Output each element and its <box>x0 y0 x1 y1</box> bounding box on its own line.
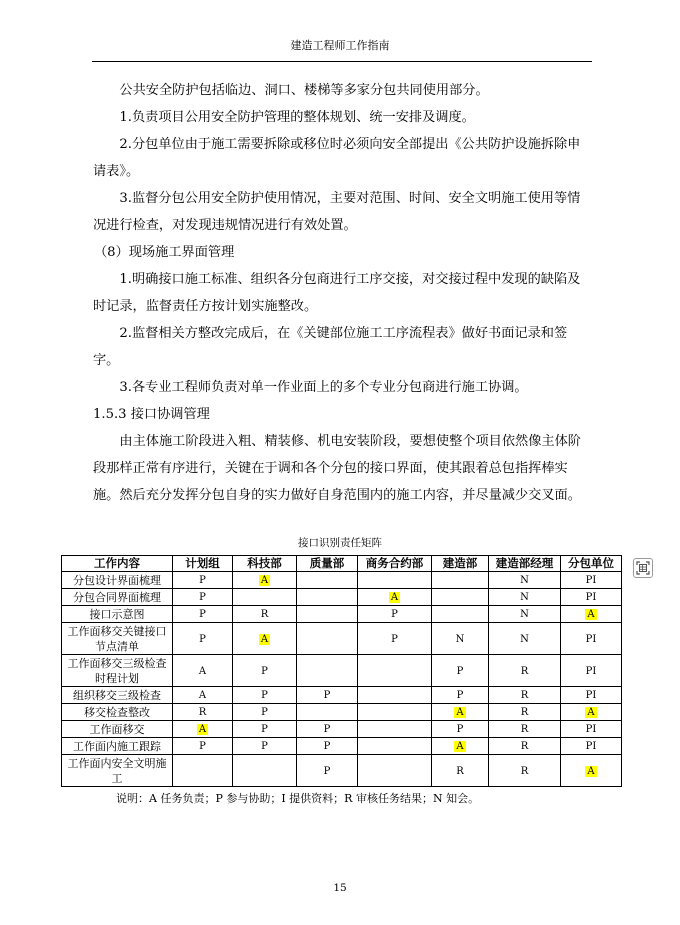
role-cell <box>561 687 622 704</box>
role-mark: A <box>587 765 595 777</box>
role-mark: A <box>456 741 464 752</box>
role-mark: P <box>199 592 206 603</box>
paragraph: 3.各专业工程师负责对单一作业面上的多个专业分包商进行施工协调。 <box>119 380 528 395</box>
role-mark: R <box>520 707 529 718</box>
role-mark: P <box>199 633 206 645</box>
role-cell <box>297 623 358 655</box>
paragraph: 3.监督分包公用安全防护使用情况，主要对范围、时间、安全文明施工使用等情况进行检查，对发现违规情况进行有效处置。 <box>93 191 581 233</box>
role-mark: PI <box>585 633 597 645</box>
role-mark: P <box>199 609 206 620</box>
table-row <box>62 623 622 655</box>
body-text <box>93 77 593 509</box>
task-cell: 工作面移交 <box>62 721 173 738</box>
role-cell <box>432 572 489 589</box>
table-caption: 接口识别责任矩阵 <box>298 537 382 549</box>
role-cell <box>432 704 489 721</box>
role-cell <box>173 704 233 721</box>
role-cell <box>297 687 358 704</box>
table-row <box>62 738 622 755</box>
table-row <box>62 589 622 606</box>
role-cell <box>561 572 622 589</box>
paragraph: （8）现场施工界面管理 <box>94 245 235 260</box>
role-mark: P <box>323 765 331 777</box>
role-cell <box>233 755 297 787</box>
role-mark: P <box>199 741 206 752</box>
role-cell <box>297 572 358 589</box>
role-cell <box>432 755 489 787</box>
task-cell: 工作面移交关键接口节点清单 <box>62 623 173 655</box>
role-mark: R <box>520 665 529 677</box>
role-cell <box>489 738 561 755</box>
paragraph: 1.明确接口施工标准、组织各分包商进行工序交接，对交接过程中发现的缺陷及时记录，监督责任方按计划实施整改。 <box>93 272 581 314</box>
table-row <box>62 704 622 721</box>
table-header-row <box>62 556 622 572</box>
role-cell <box>358 589 432 606</box>
role-cell <box>233 687 297 704</box>
table-row <box>62 606 622 623</box>
role-mark: P <box>261 724 268 735</box>
role-mark: P <box>261 665 268 677</box>
role-cell <box>173 655 233 687</box>
role-cell <box>489 755 561 787</box>
paragraph: 2.监督相关方整改完成后，在《关键部位施工工序流程表》做好书面记录和签字。 <box>93 326 568 368</box>
role-mark: P <box>261 690 268 701</box>
role-cell <box>173 572 233 589</box>
role-cell <box>358 721 432 738</box>
role-cell <box>233 589 297 606</box>
table-row <box>62 572 622 589</box>
role-cell <box>561 655 622 687</box>
role-mark: R <box>520 741 529 752</box>
role-mark: N <box>520 609 529 620</box>
task-cell: 工作面内安全文明施工 <box>62 755 173 787</box>
role-mark: N <box>455 633 465 645</box>
role-mark: R <box>456 765 464 777</box>
role-cell <box>561 589 622 606</box>
table-legend: 说明：A 任务负责；P 参与协助；I 提供资料；R 审核任务结果；N 知会。 <box>116 792 480 805</box>
paragraph: 2.分包单位由于施工需要拆除或移位时必须向安全部提出《公共防护设施拆除申请表》。 <box>93 137 581 179</box>
table-row <box>62 755 622 787</box>
role-cell <box>358 755 432 787</box>
role-cell <box>432 687 489 704</box>
column-header: 建造部 <box>432 556 489 572</box>
role-cell <box>173 738 233 755</box>
role-cell <box>489 589 561 606</box>
table-scan-icon[interactable] <box>633 558 653 578</box>
task-cell: 工作面移交三级检查时程计划 <box>62 655 173 687</box>
role-cell <box>173 687 233 704</box>
role-mark: P <box>199 575 206 586</box>
role-mark: PI <box>585 741 597 752</box>
role-cell <box>173 721 233 738</box>
table-row <box>62 687 622 704</box>
role-mark: R <box>260 609 269 620</box>
column-header: 计划组 <box>173 556 233 572</box>
task-cell: 移交检查整改 <box>62 704 173 721</box>
role-mark: PI <box>585 690 597 701</box>
task-cell: 分包合同界面梳理 <box>62 589 173 606</box>
role-mark: PI <box>585 592 597 603</box>
role-mark: A <box>390 592 399 603</box>
role-cell <box>432 589 489 606</box>
role-cell <box>358 655 432 687</box>
role-cell <box>358 704 432 721</box>
role-mark: R <box>198 707 207 718</box>
role-cell <box>297 606 358 623</box>
role-cell <box>233 606 297 623</box>
role-cell <box>173 623 233 655</box>
role-cell <box>297 704 358 721</box>
role-cell <box>233 738 297 755</box>
role-cell <box>489 687 561 704</box>
role-mark: A <box>198 665 207 677</box>
role-cell <box>358 606 432 623</box>
role-cell <box>358 623 432 655</box>
role-mark: PI <box>585 665 597 677</box>
paragraph: 1.5.3 接口协调管理 <box>93 407 210 422</box>
role-mark: A <box>198 724 207 735</box>
role-cell <box>233 721 297 738</box>
role-mark: P <box>391 633 398 645</box>
header-divider <box>92 61 592 62</box>
role-cell <box>561 738 622 755</box>
role-mark: A <box>587 609 595 620</box>
task-cell: 组织移交三级检查 <box>62 687 173 704</box>
role-cell <box>489 655 561 687</box>
role-mark: P <box>323 690 331 701</box>
column-header: 科技部 <box>233 556 297 572</box>
role-mark: P <box>261 707 268 718</box>
role-mark: A <box>260 575 269 586</box>
role-mark: PI <box>585 575 597 586</box>
role-cell <box>297 738 358 755</box>
role-cell <box>489 623 561 655</box>
role-cell <box>561 623 622 655</box>
role-mark: A <box>198 690 207 701</box>
role-cell <box>233 572 297 589</box>
column-header: 商务合约部 <box>358 556 432 572</box>
role-cell <box>432 655 489 687</box>
role-mark: PI <box>585 724 597 735</box>
role-cell <box>432 721 489 738</box>
column-header: 分包单位 <box>561 556 622 572</box>
role-mark: P <box>456 665 464 677</box>
paragraph: 公共安全防护包括临边、洞口、楼梯等多家分包共同使用部分。 <box>119 83 489 98</box>
role-cell <box>432 623 489 655</box>
role-mark: N <box>520 633 529 645</box>
role-mark: P <box>391 609 398 620</box>
role-cell <box>561 755 622 787</box>
role-cell <box>297 721 358 738</box>
role-mark: P <box>323 724 331 735</box>
role-mark: P <box>456 690 464 701</box>
role-cell <box>561 721 622 738</box>
page-header: 建造工程师工作指南 <box>290 39 390 52</box>
role-cell <box>297 755 358 787</box>
task-cell: 接口示意图 <box>62 606 173 623</box>
role-cell <box>173 755 233 787</box>
role-mark: R <box>520 724 529 735</box>
role-mark: A <box>587 707 595 718</box>
role-cell <box>173 589 233 606</box>
role-mark: P <box>456 724 464 735</box>
role-cell <box>489 606 561 623</box>
role-cell <box>561 704 622 721</box>
role-cell <box>233 655 297 687</box>
role-mark: N <box>520 575 529 586</box>
role-cell <box>489 704 561 721</box>
role-cell <box>358 572 432 589</box>
task-cell: 分包设计界面梳理 <box>62 572 173 589</box>
role-cell <box>432 738 489 755</box>
responsibility-matrix-table <box>61 555 622 787</box>
table-row <box>62 721 622 738</box>
page-number: 15 <box>333 882 347 894</box>
role-cell <box>561 606 622 623</box>
role-cell <box>432 606 489 623</box>
paragraph: 1.负责项目公用安全防护管理的整体规划、统一安排及调度。 <box>119 110 475 125</box>
role-mark: P <box>323 741 331 752</box>
role-cell <box>297 589 358 606</box>
role-cell <box>173 606 233 623</box>
task-cell: 工作面内施工跟踪 <box>62 738 173 755</box>
role-mark: R <box>520 690 529 701</box>
paragraph: 由主体施工阶段进入粗、精装修、机电安装阶段，要想使整个项目依然像主体阶段那样正常有序进行，关键在于调和各个分包的接口界面，使其跟着总包指挥棒实施。然后充分发挥分包自身的实力做好自身范围内的施工内容，并尽量减少交叉面。 <box>93 434 581 503</box>
role-mark: A <box>260 633 269 645</box>
role-cell <box>489 572 561 589</box>
table-row <box>62 655 622 687</box>
role-cell <box>358 738 432 755</box>
role-mark: N <box>520 592 529 603</box>
role-cell <box>489 721 561 738</box>
role-mark: R <box>520 765 529 777</box>
role-cell <box>297 655 358 687</box>
role-mark: P <box>261 741 268 752</box>
column-header: 工作内容 <box>62 556 173 572</box>
role-cell <box>358 687 432 704</box>
column-header: 质量部 <box>297 556 358 572</box>
role-mark: A <box>456 707 464 718</box>
column-header: 建造部经理 <box>489 556 561 572</box>
role-cell <box>233 704 297 721</box>
role-cell <box>233 623 297 655</box>
